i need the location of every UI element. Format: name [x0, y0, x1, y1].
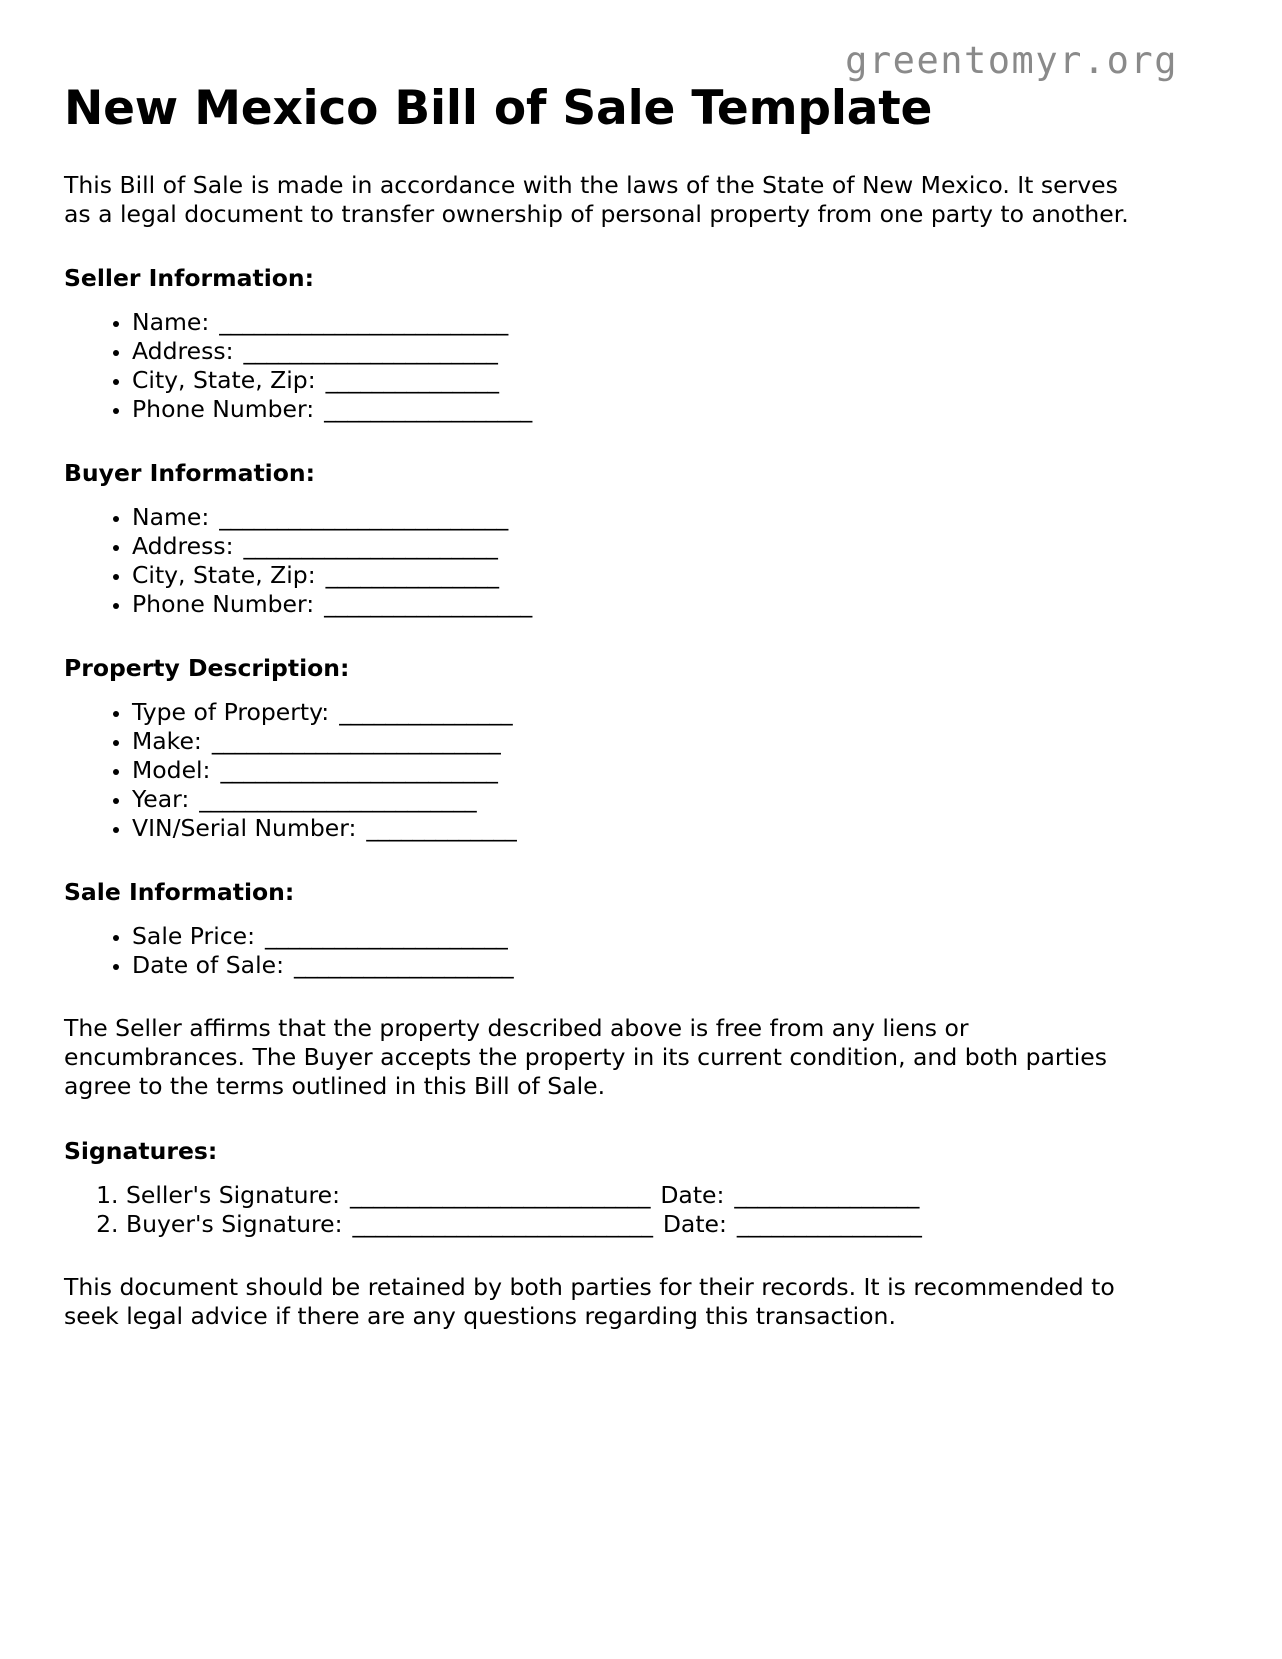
date-blank[interactable]: ________________ [736, 1209, 922, 1238]
field-label: Sale Price: [132, 922, 256, 951]
field-blank[interactable]: ___________________ [293, 951, 514, 980]
list-item [132, 727, 1182, 756]
field-label: Phone Number: [132, 395, 315, 424]
list-item [132, 590, 1182, 619]
buyer-field-list [64, 503, 1182, 619]
section-heading-signatures: Signatures: [64, 1136, 218, 1165]
field-blank[interactable]: _________________________ [219, 308, 509, 336]
field-label: Type of Property: [132, 698, 330, 727]
list-item [132, 503, 1182, 532]
field-blank[interactable]: _____________ [366, 814, 517, 843]
list-item [126, 1210, 1182, 1239]
list-item [132, 814, 1182, 843]
field-blank[interactable]: _____________________ [265, 922, 508, 951]
signature-label: Seller's Signature: [126, 1180, 341, 1209]
closing-paragraph: This document should be retained by both parties for their records. It is recommended to seek legal advice if there are any questions regarding this transaction. [64, 1272, 1115, 1330]
field-blank[interactable]: _______________ [325, 561, 499, 590]
signature-list [64, 1181, 1182, 1239]
field-label: City, State, Zip: [132, 561, 316, 590]
field-blank[interactable]: ______________________ [243, 532, 498, 561]
field-label: Model: [132, 756, 211, 785]
field-blank[interactable]: _______________ [339, 698, 513, 727]
field-label: Name: [132, 308, 210, 336]
field-label: Year: [132, 785, 190, 814]
affirmation-paragraph: The Seller affirms that the property described above is free from any liens or encumbrances. The Buyer accepts the property in its current condition, and both parties agree to the terms outlined in this Bill of Sale. [64, 1014, 1107, 1101]
section-heading-property: Property Description: [64, 654, 350, 683]
list-item [132, 532, 1182, 561]
date-blank[interactable]: ________________ [734, 1180, 920, 1209]
field-label: Make: [132, 727, 202, 756]
property-field-list [64, 698, 1182, 843]
list-item [132, 308, 1182, 337]
section-heading-sale: Sale Information: [64, 878, 295, 907]
date-label: Date: [660, 1180, 725, 1209]
list-item [126, 1181, 1182, 1210]
field-blank[interactable]: ______________________ [243, 337, 498, 366]
list-item [132, 561, 1182, 590]
site-watermark: greentomyr.org [845, 39, 1178, 82]
field-label: Name: [132, 503, 210, 532]
page-title: New Mexico Bill of Sale Template [64, 81, 933, 136]
signature-blank[interactable]: __________________________ [352, 1209, 653, 1238]
date-label: Date: [662, 1209, 727, 1238]
field-blank[interactable]: __________________ [324, 395, 533, 424]
signature-blank[interactable]: __________________________ [350, 1180, 651, 1209]
field-label: VIN/Serial Number: [132, 814, 357, 843]
field-blank[interactable]: _______________ [325, 366, 499, 395]
field-label: Address: [132, 532, 234, 561]
field-blank[interactable]: _________________________ [211, 727, 501, 756]
signature-label: Buyer's Signature: [126, 1209, 343, 1238]
field-blank[interactable]: ________________________ [199, 785, 477, 814]
list-item [132, 366, 1182, 395]
field-label: City, State, Zip: [132, 366, 316, 395]
field-blank[interactable]: __________________ [324, 590, 533, 619]
intro-paragraph: This Bill of Sale is made in accordance with the laws of the State of New Mexico. It serves as a legal document to transfer ownership of personal property from one party to another. [64, 170, 1129, 228]
list-item [132, 395, 1182, 424]
section-heading-seller: Seller Information: [64, 264, 315, 292]
sale-field-list [64, 922, 1182, 980]
list-item [132, 785, 1182, 814]
seller-field-list [64, 308, 1182, 424]
list-item [132, 698, 1182, 727]
field-blank[interactable]: ________________________ [220, 756, 498, 785]
section-heading-buyer: Buyer Information: [64, 459, 316, 488]
field-blank[interactable]: _________________________ [219, 503, 509, 532]
field-label: Address: [132, 337, 234, 366]
field-label: Date of Sale: [132, 951, 284, 980]
field-label: Phone Number: [132, 590, 315, 619]
list-item [132, 951, 1182, 980]
list-item [132, 922, 1182, 951]
list-item [132, 756, 1182, 785]
list-item [132, 337, 1182, 366]
